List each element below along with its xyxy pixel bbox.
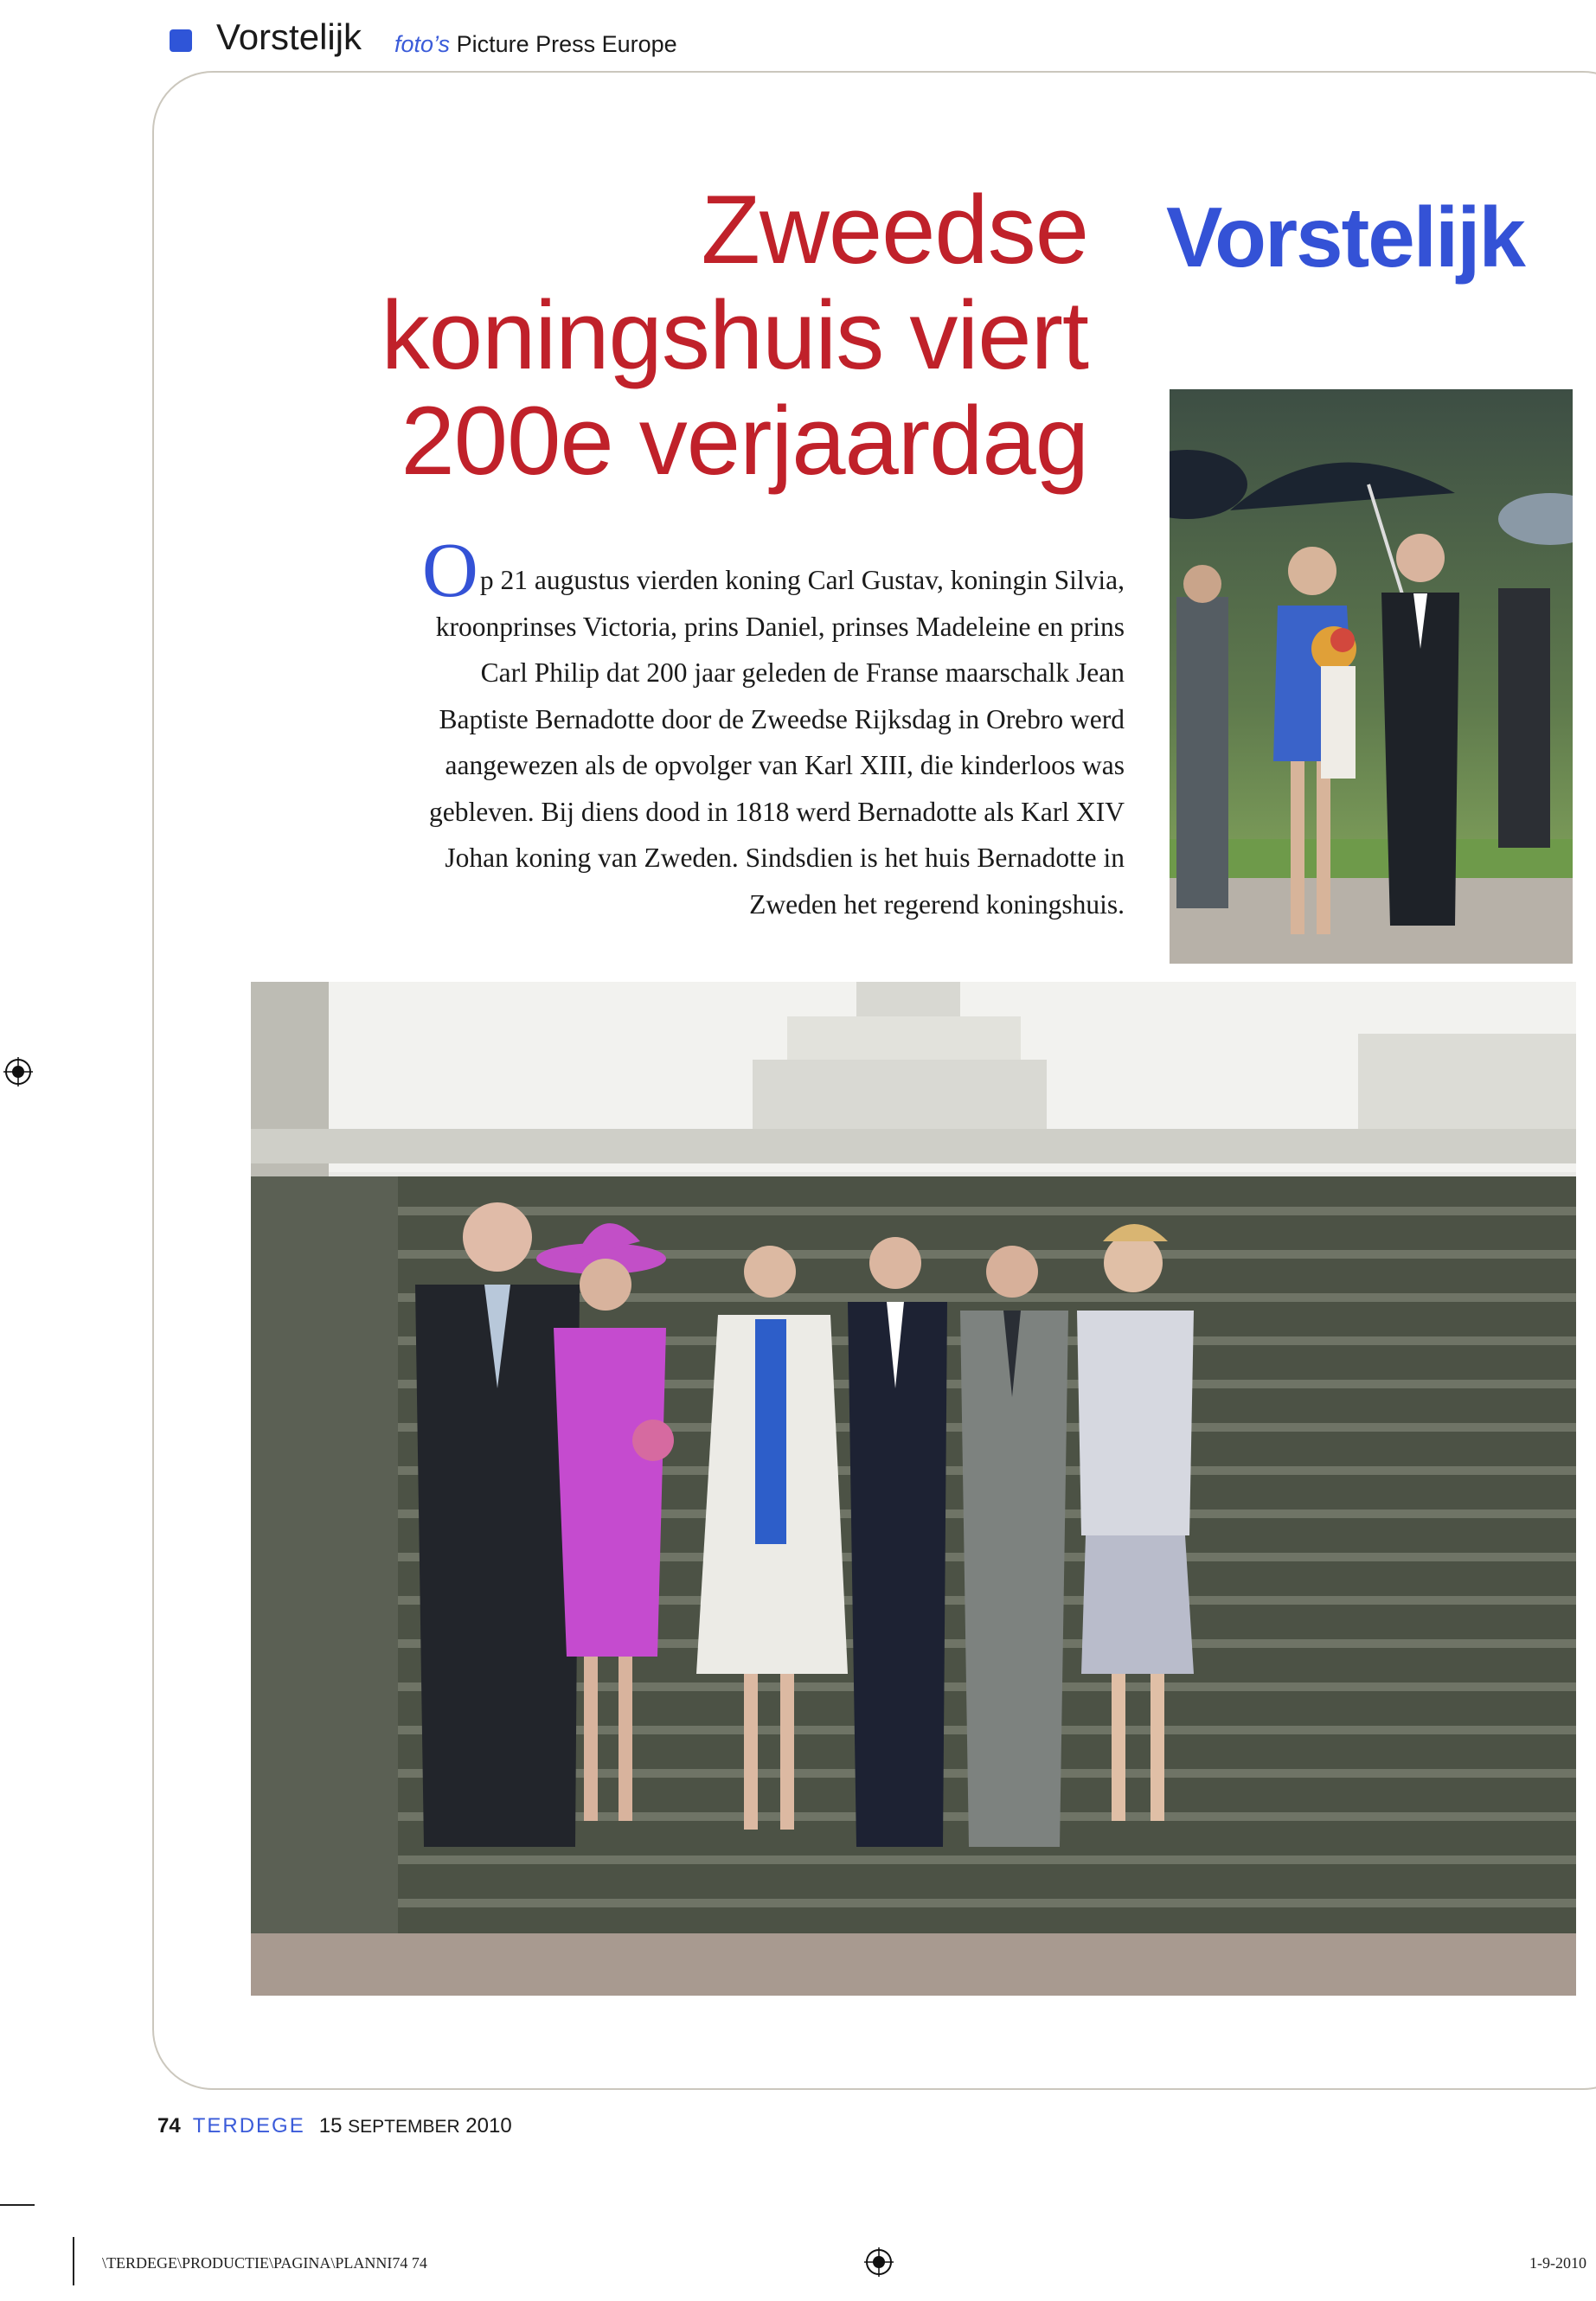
registration-mark-icon bbox=[3, 1057, 33, 1086]
photo-credit-name: Picture Press Europe bbox=[456, 31, 677, 57]
article-line: kroonprinses Victoria, prins Daniel, prinses Madeleine en prins bbox=[435, 611, 1125, 642]
photo-credit bbox=[394, 33, 677, 56]
article-line: Johan koning van Zweden. Sindsdien is het huis Bernadotte in bbox=[445, 843, 1125, 873]
article-line: Carl Philip dat 200 jaar geleden de Franse maarschalk Jean bbox=[480, 657, 1125, 688]
drop-cap: O bbox=[421, 528, 478, 613]
section-title: Vorstelijk bbox=[216, 16, 362, 57]
article-line: Zweden het regerend koningshuis. bbox=[749, 888, 1125, 920]
photo-stairs-illustration bbox=[251, 982, 1576, 1996]
magazine-name: TERDEGE bbox=[192, 2114, 305, 2138]
crop-mark bbox=[0, 2204, 35, 2206]
section-marker bbox=[170, 29, 192, 52]
photo-credit-prefix: foto’s bbox=[394, 31, 451, 57]
photo-royal-family-stairs bbox=[251, 982, 1576, 1996]
headline bbox=[223, 177, 1088, 494]
issue-date-month: SEPTEMBER bbox=[348, 2117, 460, 2137]
brand-title: Vorstelijk bbox=[1166, 189, 1524, 285]
article-line bbox=[285, 528, 1125, 613]
article-line-text: p 21 augustus vierden koning Carl Gustav, koningin Silvia, bbox=[479, 565, 1125, 595]
issue-date-year: 2010 bbox=[465, 2114, 512, 2138]
headline-line: koningshuis viert bbox=[381, 281, 1088, 389]
article-body bbox=[285, 528, 1125, 927]
crop-mark bbox=[73, 2237, 74, 2285]
photo-umbrella-illustration bbox=[1170, 389, 1573, 964]
production-date: 1-9-2010 bbox=[1529, 2254, 1586, 2272]
photo-umbrella-couple bbox=[1170, 389, 1573, 964]
page-number: 74 bbox=[157, 2114, 181, 2138]
article-line: aangewezen als de opvolger van Karl XIII, die kinderloos was bbox=[445, 750, 1125, 780]
production-slug: \TERDEGE\PRODUCTIE\PAGINA\PLANNI74 74 bbox=[102, 2254, 427, 2272]
headline-line: 200e verjaardag bbox=[401, 387, 1088, 495]
registration-mark-icon bbox=[864, 2247, 894, 2277]
headline-line: Zweedse bbox=[701, 176, 1088, 284]
article-line: Baptiste Bernadotte door de Zweedse Rijksdag in Orebro werd bbox=[439, 703, 1125, 734]
page-folio bbox=[157, 2114, 512, 2138]
article-line: gebleven. Bij diens dood in 1818 werd Bernadotte als Karl XIV bbox=[429, 796, 1125, 827]
issue-date-day: 15 bbox=[318, 2114, 343, 2138]
